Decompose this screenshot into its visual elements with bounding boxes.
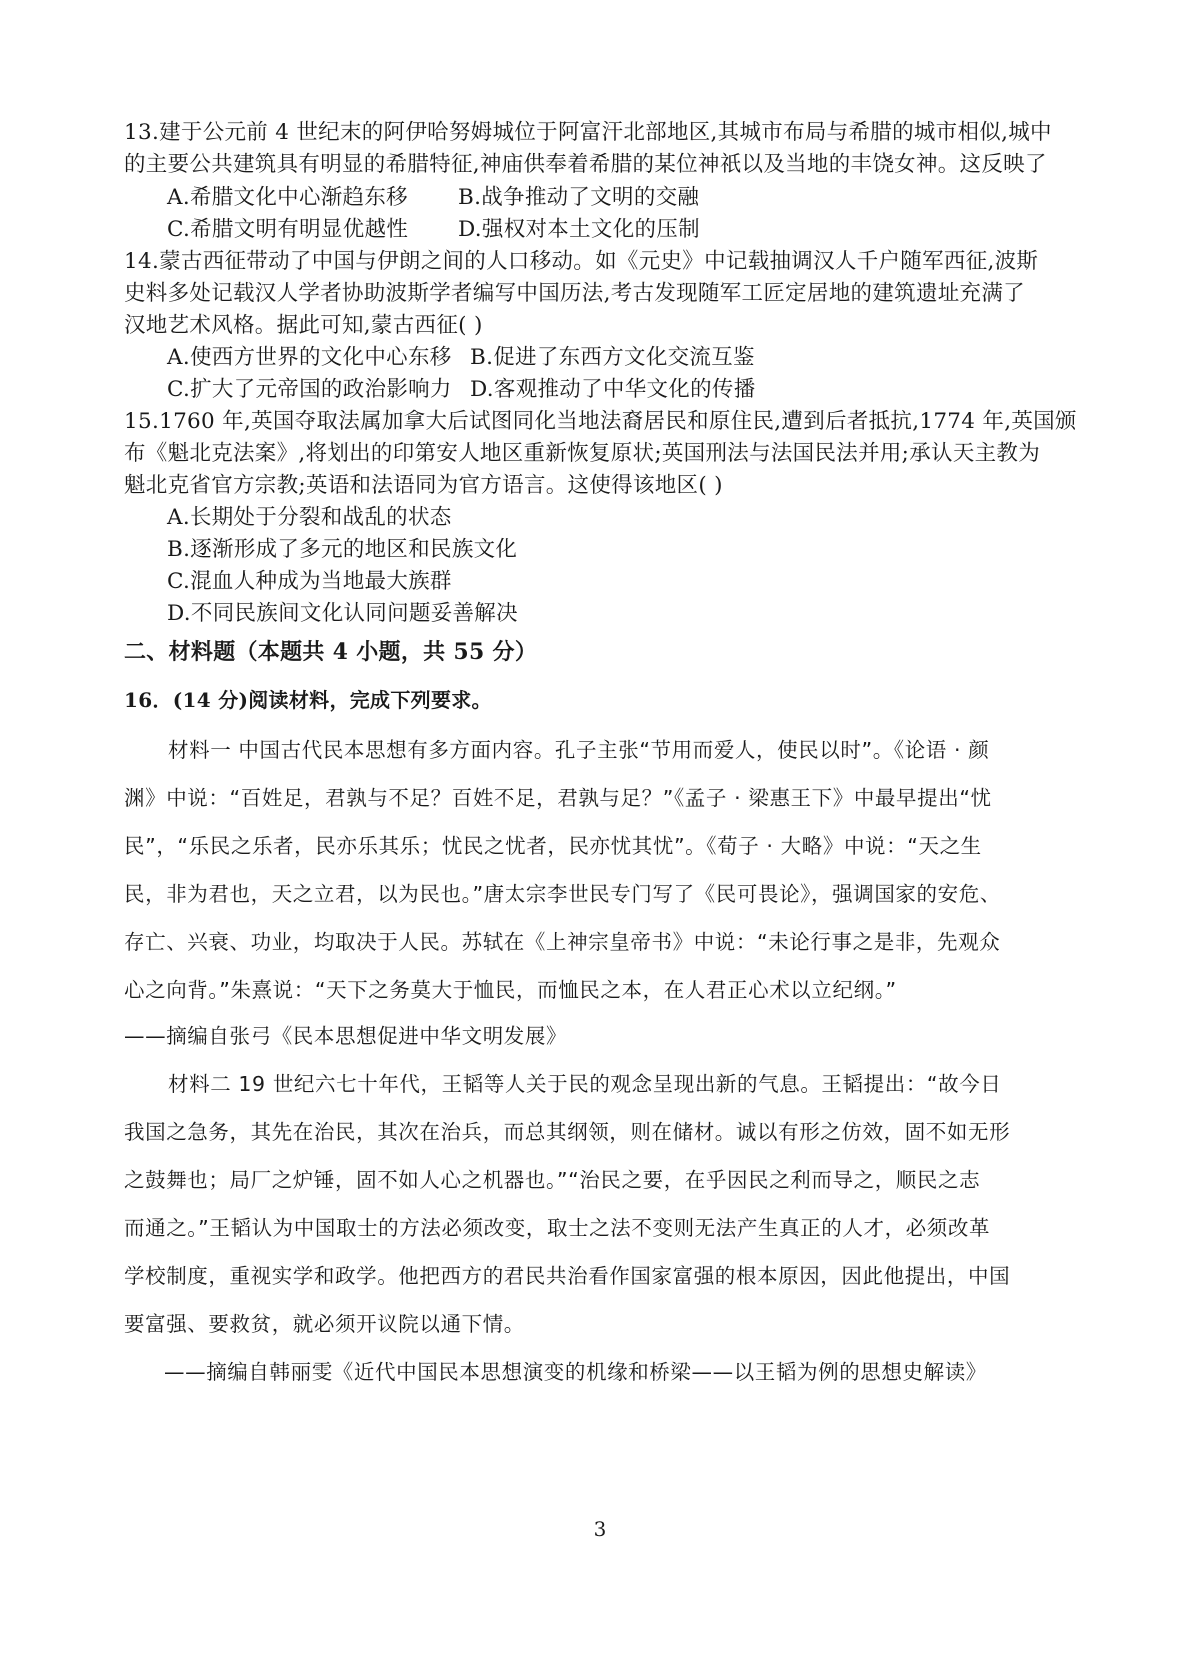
q16-heading: 16．(14 分)阅读材料，完成下列要求。 [124, 688, 492, 712]
q14-option-c: C.扩大了元帝国的政治影响力 [167, 377, 452, 402]
material1-source: ——摘编自张弓《民本思想促进中华文明发展》 [124, 1024, 568, 1048]
q14-stem-line-1: 14.蒙古西征带动了中国与伊朗之间的人口移动。如《元史》中记载抽调汉人千户随军西征,波斯 [124, 249, 1039, 274]
material2-line-6: 要富强、要救贫，就必须开议院以通下情。 [124, 1312, 525, 1336]
q14-stem-line-3: 汉地艺术风格。据此可知,蒙古西征( ) [124, 313, 483, 338]
material2-source: ——摘编自韩丽雯《近代中国民本思想演变的机缘和桥梁——以王韬为例的思想史解读》 [164, 1360, 987, 1384]
q14-option-a: A.使西方世界的文化中心东移 [167, 345, 452, 370]
page-number: 3 [593, 1517, 607, 1541]
q13-option-b: B.战争推动了文明的交融 [458, 185, 700, 210]
q13-option-d: D.强权对本土文化的压制 [458, 217, 700, 242]
material2-line-4: 而通之。”王韬认为中国取士的方法必须改变，取士之法不变则无法产生真正的人才，必须改革 [124, 1216, 991, 1240]
q13-option-a: A.希腊文化中心渐趋东移 [167, 185, 408, 210]
q13-stem-line-1: 13.建于公元前 4 世纪末的阿伊哈努姆城位于阿富汗北部地区,其城市布局与希腊的城市相似,城中 [124, 120, 1052, 145]
q15-option-a: A.长期处于分裂和战乱的状态 [167, 505, 452, 530]
q15-stem-line-3: 魁北克省官方宗教;英语和法语同为官方语言。这使得该地区( ) [124, 473, 723, 498]
q13-stem-line-2: 的主要公共建筑具有明显的希腊特征,神庙供奉着希腊的某位神祇以及当地的丰饶女神。这反映了 [124, 152, 1047, 177]
material1-line-6: 心之向背。”朱熹说：“天下之务莫大于恤民，而恤民之本，在人君正心术以立纪纲。” [124, 978, 897, 1002]
q15-option-c: C.混血人种成为当地最大族群 [167, 569, 452, 594]
material2-line-1: 材料二 19 世纪六七十年代，王韬等人关于民的观念呈现出新的气息。王韬提出：“故今日 [168, 1072, 1002, 1096]
q14-option-b: B.促进了东西方文化交流互鉴 [470, 345, 755, 370]
material1-line-5: 存亡、兴衰、功业，均取决于人民。苏轼在《上神宗皇帝书》中说：“未论行事之是非，先观众 [124, 930, 1001, 954]
material1-line-1: 材料一 中国古代民本思想有多方面内容。孔子主张“节用而爱人，使民以时”。《论语 · 颜 [168, 738, 990, 762]
q15-stem-line-1: 15.1760 年,英国夺取法属加拿大后试图同化当地法裔居民和原住民,遭到后者抵抗,1774 年,英国颁 [124, 409, 1077, 434]
q15-option-b: B.逐渐形成了多元的地区和民族文化 [167, 537, 518, 562]
q13-option-c: C.希腊文明有明显优越性 [167, 217, 409, 242]
material1-line-4: 民，非为君也，天之立君，以为民也。”唐太宗李世民专门写了《民可畏论》，强调国家的安危、 [124, 882, 1001, 906]
material1-line-3: 民”，“乐民之乐者，民亦乐其乐；忧民之忧者，民亦忧其忧”。《荀子 · 大略》中说：“天之生 [124, 834, 982, 858]
material2-line-5: 学校制度，重视实学和政学。他把西方的君民共治看作国家富强的根本原因，因此他提出，中国 [124, 1264, 1011, 1288]
q15-option-d: D.不同民族间文化认同问题妥善解决 [167, 601, 518, 626]
q14-option-d: D.客观推动了中华文化的传播 [470, 377, 756, 402]
section-title: 二、材料题（本题共 4 小题，共 55 分） [124, 639, 538, 665]
material1-line-2: 渊》中说：“百姓足，君孰与不足？百姓不足，君孰与足？”《孟子 · 梁惠王下》中最早提出“忧 [124, 786, 992, 810]
material2-line-3: 之鼓舞也；局厂之炉锤，固不如人心之机器也。”“治民之要，在乎因民之利而导之，顺民之志 [124, 1168, 981, 1192]
q14-stem-line-2: 史料多处记载汉人学者协助波斯学者编写中国历法,考古发现随军工匠定居地的建筑遗址充满了 [124, 281, 1025, 306]
q15-stem-line-2: 布《魁北克法案》,将划出的印第安人地区重新恢复原状;英国刑法与法国民法并用;承认天主教为 [124, 441, 1041, 466]
material2-line-2: 我国之急务，其先在治民，其次在治兵，而总其纲领，则在储材。诚以有形之仿效，固不如无形 [124, 1120, 1011, 1144]
